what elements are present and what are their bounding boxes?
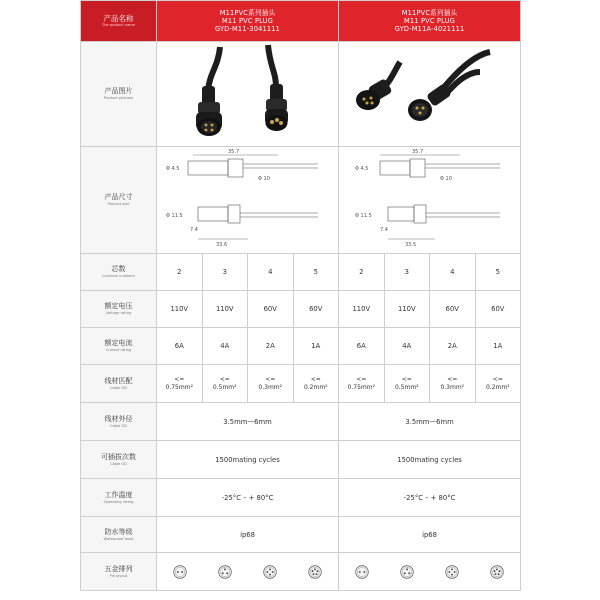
pin-contact: [312, 570, 314, 572]
pin-layout-right: [339, 553, 521, 591]
current-label-zh: 额定电流: [104, 339, 133, 347]
pin-contact: [495, 573, 497, 575]
current-row: [81, 328, 521, 365]
mating-label-cell: [81, 441, 157, 479]
pin-contact: [454, 571, 456, 573]
pin-icons-right: [339, 565, 520, 579]
pin-layout-5-icon: [308, 565, 322, 579]
current-value: 1A: [293, 328, 339, 365]
pin-contact: [314, 568, 316, 570]
pictures-label-zh: 产品图片: [104, 87, 133, 95]
pin-contact: [451, 568, 453, 570]
cable-match-prefix: <=: [356, 375, 367, 383]
pin-contact: [363, 571, 365, 573]
pin-layout-2-icon: [173, 565, 187, 579]
cable-match-value: [157, 365, 203, 403]
pin-contact: [316, 573, 318, 575]
pin-contact: [224, 568, 226, 570]
dim-left-d6: 33.6: [215, 242, 227, 248]
contacts-value: 5: [475, 254, 521, 291]
pin-contact: [499, 570, 501, 572]
waterproof-row: [81, 517, 521, 553]
pin-contact: [497, 568, 499, 570]
contacts-label-cell: [81, 254, 157, 291]
picture-left-cell: [157, 42, 339, 147]
cable-match-value: [202, 365, 248, 403]
pin-layout-4-icon: [445, 565, 459, 579]
cable-match-size: 0.5mm²: [394, 383, 419, 391]
cable-od-label-en: Cable OD: [110, 423, 127, 428]
pin-contact: [449, 571, 451, 573]
contacts-value: 3: [384, 254, 430, 291]
pin-contact: [226, 572, 228, 574]
current-label-cell: [81, 328, 157, 365]
pin-layout-2-icon: [355, 565, 369, 579]
cable-match-size: 0.3mm²: [258, 383, 283, 391]
pin-layout-5-icon: [490, 565, 504, 579]
pin-contact: [181, 571, 183, 573]
pin-contact: [272, 571, 274, 573]
voltage-value: 110V: [384, 291, 430, 328]
current-value: 2A: [430, 328, 476, 365]
mating-row: [81, 441, 521, 479]
contacts-value: 2: [157, 254, 203, 291]
pin-contact: [317, 570, 319, 572]
pin-contact: [222, 572, 224, 574]
waterproof-label-en: Waterproof level: [103, 536, 134, 541]
temp-label-zh: 工作温度: [104, 490, 133, 499]
cable-match-prefix: <=: [310, 375, 321, 383]
waterproof-label-cell: [81, 517, 157, 553]
header-right-line1: M11PVC系列插头: [401, 9, 458, 17]
cable-match-prefix: <=: [265, 375, 276, 383]
cable-match-size: 0.75mm²: [165, 383, 193, 391]
waterproof-right: ip68: [339, 517, 521, 553]
pin-contact: [494, 570, 496, 572]
cable-match-value: [384, 365, 430, 403]
pin-contact: [269, 568, 271, 570]
current-value: 1A: [475, 328, 521, 365]
dim-left-d3: Φ 10: [257, 176, 270, 182]
pin-icons-left: [157, 565, 338, 579]
header-right-line2: M11 PVC PLUG: [404, 17, 456, 25]
size-label-cell: [81, 147, 157, 254]
pictures-label-en: Product pictures: [103, 96, 134, 100]
voltage-value: 110V: [339, 291, 385, 328]
contacts-label-zh: 芯数: [111, 265, 126, 273]
dim-left-d4: Φ 11.5: [165, 213, 183, 219]
contacts-value: 4: [430, 254, 476, 291]
current-value: 4A: [384, 328, 430, 365]
cable-od-label-cell: [81, 403, 157, 441]
current-value: 6A: [339, 328, 385, 365]
cable-od-label-zh: 线材外径: [104, 414, 133, 423]
pin-layout-label-cell: [81, 553, 157, 591]
cable-match-value: [475, 365, 521, 403]
dimension-drawing-left: [158, 147, 338, 249]
cable-match-value: [293, 365, 339, 403]
voltage-value: 60V: [475, 291, 521, 328]
spec-sheet: [80, 0, 520, 600]
dim-right-d5: 7.4: [379, 227, 388, 233]
header-right-line3: GYD-M11A-4021111: [394, 25, 465, 33]
connector-photo-right: [340, 42, 520, 142]
current-label-en: Current rating: [105, 348, 132, 352]
waterproof-label-zh: 防水等级: [104, 527, 133, 536]
contacts-row: [81, 254, 521, 291]
pin-contact: [498, 573, 500, 575]
pin-layout-3-icon: [218, 565, 232, 579]
header-label-cell: [81, 1, 157, 42]
cable-match-prefix: <=: [401, 375, 412, 383]
size-right-cell: [339, 147, 521, 254]
pin-contact: [406, 568, 408, 570]
voltage-value: 60V: [248, 291, 294, 328]
cable-match-value: [248, 365, 294, 403]
cable-match-size: 0.2mm²: [485, 383, 510, 391]
header-label-en: The product name: [102, 23, 135, 27]
cable-od-row: [81, 403, 521, 441]
pin-layout-3-icon: [400, 565, 414, 579]
pin-contact: [313, 573, 315, 575]
voltage-value: 110V: [202, 291, 248, 328]
cable-match-prefix: <=: [174, 375, 185, 383]
size-label-zh: 产品尺寸: [104, 193, 133, 201]
cable-match-prefix: <=: [219, 375, 230, 383]
cable-od-left: 3.5mm—6mm: [157, 403, 339, 441]
temp-right: -25°C – + 80°C: [339, 479, 521, 517]
cable-match-size: 0.3mm²: [440, 383, 465, 391]
mating-label-zh: 可插拔次数: [101, 452, 136, 461]
cable-match-row: [81, 365, 521, 403]
voltage-row: [81, 291, 521, 328]
size-row: [81, 147, 521, 254]
voltage-value: 110V: [157, 291, 203, 328]
dim-left-d2: Φ 4.5: [165, 166, 179, 172]
voltage-label-zh: 额定电压: [104, 302, 133, 310]
temp-left: -25°C – + 80°C: [157, 479, 339, 517]
dim-left-d5: 7.4: [189, 227, 198, 233]
header-left-line3: GYD-M11-3041111: [214, 25, 281, 33]
pin-contact: [267, 571, 269, 573]
cable-match-size: 0.5mm²: [212, 383, 237, 391]
temp-label-cell: [81, 479, 157, 517]
cable-match-prefix: <=: [447, 375, 458, 383]
contacts-label-en: Contacts numbers: [102, 274, 135, 278]
cable-match-value: [430, 365, 476, 403]
cable-match-value: [339, 365, 385, 403]
cable-match-size: 0.75mm²: [347, 383, 376, 391]
picture-right-cell: [339, 42, 521, 147]
header-label-zh: 产品名称: [103, 14, 134, 23]
cable-od-right: 3.5mm—6mm: [339, 403, 521, 441]
header-row: [81, 1, 521, 42]
dim-right-d2: Φ 4.5: [354, 166, 369, 172]
current-value: 6A: [157, 328, 203, 365]
dimension-drawing-right: [340, 147, 520, 249]
temp-row: [81, 479, 521, 517]
mating-label-en: Cable OD: [110, 461, 127, 466]
pictures-label-cell: [81, 42, 157, 147]
contacts-value: 2: [339, 254, 385, 291]
pin-contact: [404, 572, 406, 574]
mating-left: 1500mating cycles: [157, 441, 339, 479]
size-left-cell: [157, 147, 339, 254]
pin-contact: [177, 571, 179, 573]
contacts-value: 5: [293, 254, 339, 291]
pictures-row: [81, 42, 521, 147]
dim-left-d1: 35.7: [227, 149, 239, 155]
header-left-product: [157, 1, 339, 42]
current-value: 2A: [248, 328, 294, 365]
connector-photo-left: [158, 42, 338, 142]
dim-right-d4: Φ 11.5: [354, 213, 372, 219]
header-left-line1: M11PVC系列插头: [219, 9, 276, 17]
pin-layout-4-icon: [263, 565, 277, 579]
cable-match-label-cell: [81, 365, 157, 403]
waterproof-left: ip68: [157, 517, 339, 553]
pin-contact: [359, 571, 361, 573]
dim-right-d1: 35.7: [411, 149, 423, 155]
current-value: 4A: [202, 328, 248, 365]
header-left-line2: M11 PVC PLUG: [222, 17, 274, 25]
spec-table: [80, 0, 521, 591]
voltage-label-en: Voltage rating: [105, 311, 132, 315]
pin-contact: [451, 573, 453, 575]
pin-layout-left: [157, 553, 339, 591]
pin-layout-label-en: Pin layout: [109, 573, 128, 578]
pin-layout-label-zh: 五金排列: [104, 564, 133, 573]
contacts-value: 3: [202, 254, 248, 291]
voltage-value: 60V: [430, 291, 476, 328]
dim-right-d6: 33.5: [404, 242, 416, 248]
cable-match-prefix: <=: [492, 375, 503, 383]
cable-match-label-en: Cable OD: [110, 385, 127, 390]
size-label-en: Product size: [107, 202, 130, 206]
header-right-product: [339, 1, 521, 42]
dim-right-d3: Φ 10: [439, 176, 452, 182]
pin-contact: [408, 572, 410, 574]
temp-label-en: Operating rating: [103, 499, 134, 504]
pin-contact: [269, 573, 271, 575]
cable-match-size: 0.2mm²: [303, 383, 328, 391]
voltage-label-cell: [81, 291, 157, 328]
contacts-value: 4: [248, 254, 294, 291]
cable-match-label-zh: 线材匹配: [104, 376, 133, 385]
voltage-value: 60V: [293, 291, 339, 328]
pin-layout-row: [81, 553, 521, 591]
mating-right: 1500mating cycles: [339, 441, 521, 479]
